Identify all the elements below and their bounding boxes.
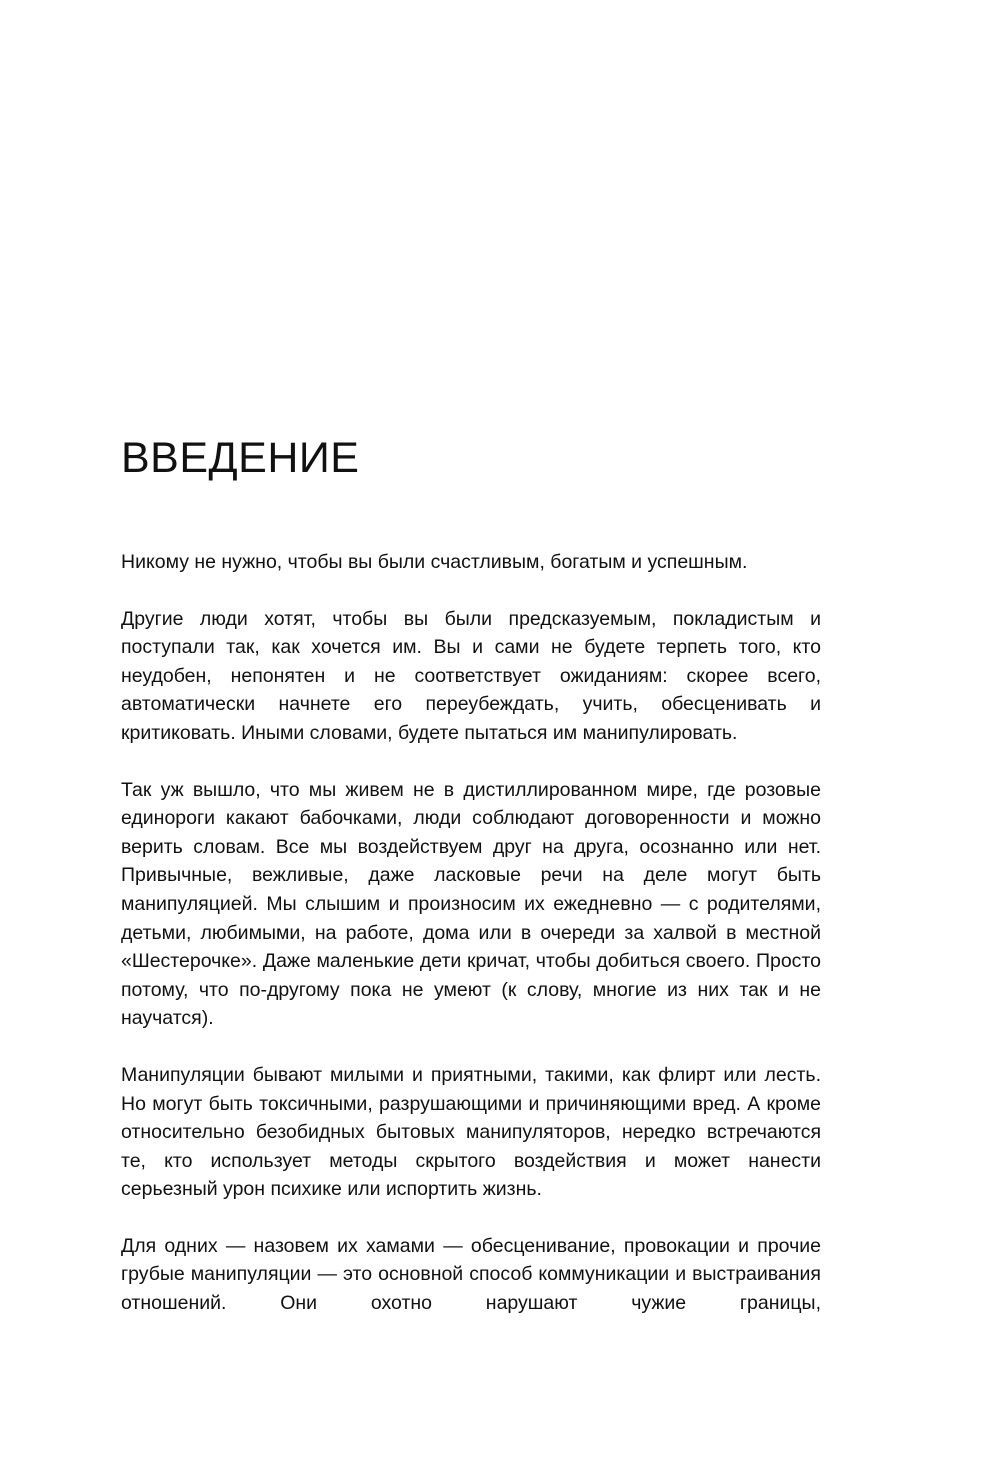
paragraph: Для одних — назовем их хамами — обесценивание, провокации и прочие грубые манипуляции — это основной способ коммуникации и выстраивания отношений. Они охотно нарушают чужие границы, <box>121 1234 821 1315</box>
paragraph: Другие люди хотят, чтобы вы были предсказуемым, покладистым и поступали так, как хочется им. Вы и сами не будете терпеть того, кто неудобен, непонятен и не соответствует ожиданиям: скорее всего, автоматически начнете его переубеждать, учить, обесценивать и критиковать. Иными словами, будете пытаться им манипулировать. <box>121 607 821 744</box>
chapter-body <box>121 548 821 1346</box>
paragraph: Так уж вышло, что мы живем не в дистиллированном мире, где розовые единороги какают бабочками, люди соблюдают договоренности и можно верить словам. Все мы воздействуем друг на друга, осознанно или нет. Привычные, вежливые, даже ласковые речи на деле могут быть манипуляцией. Мы слышим и произносим их ежедневно — с родителями, детьми, любимыми, на работе, дома или в очереди за халвой в местной «Шестерочке». Даже маленькие дети кричат, чтобы добиться своего. Просто потому, что по-другому пока не умеют (к слову, многие из них так и не научатся). <box>121 778 821 1030</box>
chapter-title: ВВЕДЕНИЕ <box>121 434 360 482</box>
paragraph: Никому не нужно, чтобы вы были счастливым, богатым и успешным. <box>121 551 748 573</box>
paragraph: Манипуляции бывают милыми и приятными, такими, как флирт или лесть. Но могут быть токсичными, разрушающими и причиняющими вред. А кроме относительно безобидных бытовых манипуляторов, нередко встречаются те, кто использует методы скрытого воздействия и может нанести серьезный урон психике или испортить жизнь. <box>121 1063 821 1201</box>
